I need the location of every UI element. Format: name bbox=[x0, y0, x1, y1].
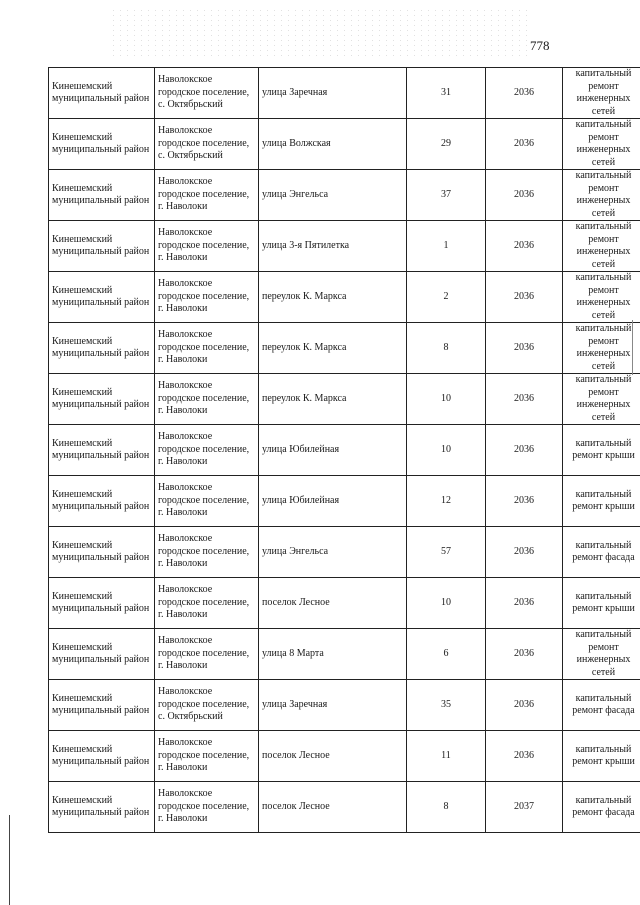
work-type-cell: капитальный ремонт крыши bbox=[563, 476, 640, 527]
year-cell: 2037 bbox=[486, 782, 563, 833]
table-row bbox=[49, 476, 640, 527]
table-row bbox=[49, 323, 640, 374]
work-type-cell: капитальный ремонт крыши bbox=[563, 425, 640, 476]
work-type-cell: капитальный ремонт инженерных сетей bbox=[563, 119, 640, 170]
table-row bbox=[49, 221, 640, 272]
repair-registry-table bbox=[48, 67, 640, 833]
district-cell: Кинешемский муниципальный район bbox=[49, 374, 155, 425]
year-cell: 2036 bbox=[486, 731, 563, 782]
house-number-cell: 6 bbox=[407, 629, 486, 680]
house-number-cell: 8 bbox=[407, 782, 486, 833]
street-cell: переулок К. Маркса bbox=[259, 323, 407, 374]
work-type-cell: капитальный ремонт фасада bbox=[563, 782, 640, 833]
table-row bbox=[49, 578, 640, 629]
work-type-cell: капитальный ремонт инженерных сетей bbox=[563, 68, 640, 119]
work-type-cell: капитальный ремонт инженерных сетей bbox=[563, 323, 640, 374]
settlement-cell: Наволокское городское поселение, г. Наволоки bbox=[155, 731, 259, 782]
street-cell: улица Энгельса bbox=[259, 527, 407, 578]
district-cell: Кинешемский муниципальный район bbox=[49, 119, 155, 170]
work-type-cell: капитальный ремонт инженерных сетей bbox=[563, 374, 640, 425]
street-cell: улица Волжская bbox=[259, 119, 407, 170]
table-row bbox=[49, 527, 640, 578]
house-number-cell: 12 bbox=[407, 476, 486, 527]
work-type-cell: капитальный ремонт инженерных сетей bbox=[563, 221, 640, 272]
district-cell: Кинешемский муниципальный район bbox=[49, 272, 155, 323]
street-cell: поселок Лесное bbox=[259, 731, 407, 782]
street-cell: переулок К. Маркса bbox=[259, 272, 407, 323]
table-row bbox=[49, 170, 640, 221]
street-cell: переулок К. Маркса bbox=[259, 374, 407, 425]
year-cell: 2036 bbox=[486, 629, 563, 680]
binding-line bbox=[9, 815, 10, 905]
settlement-cell: Наволокское городское поселение, г. Наволоки bbox=[155, 578, 259, 629]
margin-mark bbox=[632, 320, 633, 375]
settlement-cell: Наволокское городское поселение, с. Октябрьский bbox=[155, 68, 259, 119]
house-number-cell: 37 bbox=[407, 170, 486, 221]
street-cell: поселок Лесное bbox=[259, 782, 407, 833]
house-number-cell: 11 bbox=[407, 731, 486, 782]
year-cell: 2036 bbox=[486, 119, 563, 170]
year-cell: 2036 bbox=[486, 323, 563, 374]
table-row bbox=[49, 272, 640, 323]
district-cell: Кинешемский муниципальный район bbox=[49, 425, 155, 476]
street-cell: улица Заречная bbox=[259, 680, 407, 731]
page-number: 778 bbox=[530, 38, 550, 53]
district-cell: Кинешемский муниципальный район bbox=[49, 527, 155, 578]
year-cell: 2036 bbox=[486, 374, 563, 425]
street-cell: улица Энгельса bbox=[259, 170, 407, 221]
house-number-cell: 10 bbox=[407, 425, 486, 476]
district-cell: Кинешемский муниципальный район bbox=[49, 476, 155, 527]
district-cell: Кинешемский муниципальный район bbox=[49, 731, 155, 782]
house-number-cell: 10 bbox=[407, 374, 486, 425]
table-row bbox=[49, 374, 640, 425]
house-number-cell: 57 bbox=[407, 527, 486, 578]
settlement-cell: Наволокское городское поселение, г. Наволоки bbox=[155, 527, 259, 578]
settlement-cell: Наволокское городское поселение, г. Наволоки bbox=[155, 170, 259, 221]
settlement-cell: Наволокское городское поселение, с. Октябрьский bbox=[155, 119, 259, 170]
settlement-cell: Наволокское городское поселение, г. Наволоки bbox=[155, 272, 259, 323]
settlement-cell: Наволокское городское поселение, с. Октябрьский bbox=[155, 680, 259, 731]
district-cell: Кинешемский муниципальный район bbox=[49, 629, 155, 680]
settlement-cell: Наволокское городское поселение, г. Наволоки bbox=[155, 425, 259, 476]
table-row bbox=[49, 629, 640, 680]
year-cell: 2036 bbox=[486, 578, 563, 629]
settlement-cell: Наволокское городское поселение, г. Наволоки bbox=[155, 629, 259, 680]
table-row bbox=[49, 68, 640, 119]
settlement-cell: Наволокское городское поселение, г. Наволоки bbox=[155, 782, 259, 833]
year-cell: 2036 bbox=[486, 272, 563, 323]
district-cell: Кинешемский муниципальный район bbox=[49, 680, 155, 731]
street-cell: улица 3-я Пятилетка bbox=[259, 221, 407, 272]
house-number-cell: 35 bbox=[407, 680, 486, 731]
work-type-cell: капитальный ремонт инженерных сетей bbox=[563, 629, 640, 680]
year-cell: 2036 bbox=[486, 527, 563, 578]
house-number-cell: 2 bbox=[407, 272, 486, 323]
district-cell: Кинешемский муниципальный район bbox=[49, 170, 155, 221]
district-cell: Кинешемский муниципальный район bbox=[49, 782, 155, 833]
work-type-cell: капитальный ремонт крыши bbox=[563, 731, 640, 782]
settlement-cell: Наволокское городское поселение, г. Наволоки bbox=[155, 221, 259, 272]
district-cell: Кинешемский муниципальный район bbox=[49, 578, 155, 629]
year-cell: 2036 bbox=[486, 170, 563, 221]
street-cell: улица Юбилейная bbox=[259, 425, 407, 476]
house-number-cell: 10 bbox=[407, 578, 486, 629]
registry-body bbox=[49, 68, 640, 833]
house-number-cell: 8 bbox=[407, 323, 486, 374]
table-row bbox=[49, 680, 640, 731]
street-cell: улица 8 Марта bbox=[259, 629, 407, 680]
work-type-cell: капитальный ремонт фасада bbox=[563, 680, 640, 731]
year-cell: 2036 bbox=[486, 680, 563, 731]
house-number-cell: 1 bbox=[407, 221, 486, 272]
district-cell: Кинешемский муниципальный район bbox=[49, 68, 155, 119]
settlement-cell: Наволокское городское поселение, г. Наволоки bbox=[155, 323, 259, 374]
work-type-cell: капитальный ремонт крыши bbox=[563, 578, 640, 629]
year-cell: 2036 bbox=[486, 476, 563, 527]
street-cell: улица Юбилейная bbox=[259, 476, 407, 527]
work-type-cell: капитальный ремонт инженерных сетей bbox=[563, 170, 640, 221]
scan-noise bbox=[110, 8, 530, 58]
table-row bbox=[49, 119, 640, 170]
settlement-cell: Наволокское городское поселение, г. Наволоки bbox=[155, 374, 259, 425]
year-cell: 2036 bbox=[486, 68, 563, 119]
settlement-cell: Наволокское городское поселение, г. Наволоки bbox=[155, 476, 259, 527]
year-cell: 2036 bbox=[486, 221, 563, 272]
work-type-cell: капитальный ремонт фасада bbox=[563, 527, 640, 578]
table-row bbox=[49, 425, 640, 476]
work-type-cell: капитальный ремонт инженерных сетей bbox=[563, 272, 640, 323]
year-cell: 2036 bbox=[486, 425, 563, 476]
district-cell: Кинешемский муниципальный район bbox=[49, 323, 155, 374]
house-number-cell: 29 bbox=[407, 119, 486, 170]
table-row bbox=[49, 731, 640, 782]
house-number-cell: 31 bbox=[407, 68, 486, 119]
street-cell: улица Заречная bbox=[259, 68, 407, 119]
street-cell: поселок Лесное bbox=[259, 578, 407, 629]
district-cell: Кинешемский муниципальный район bbox=[49, 221, 155, 272]
table-row bbox=[49, 782, 640, 833]
